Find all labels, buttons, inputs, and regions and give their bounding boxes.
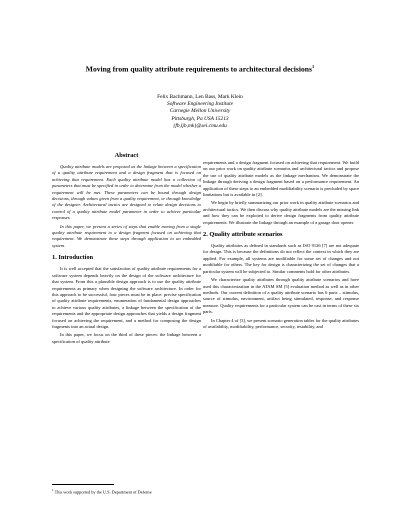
footnote-text: This work supported by the U.S. Department of Defense xyxy=(54,489,152,495)
abstract-paragraph: In this paper, we present a series of steps that enable moving from a single quality attribute requirement to a design fragment focused on achieving that requirement. We demonstrate these steps through application to an embedded system. xyxy=(52,223,201,248)
body-paragraph: We begin by briefly summarizing our prior work in quality attribute scenarios and architectural tactics. We then discuss why quality attribute models are the missing link and how they can be exploited to derive design fragments from quality attribute requirements. We illustrate the linkage through an example of a garage door opener. xyxy=(203,200,359,225)
left-column xyxy=(52,152,201,347)
section-heading-quality-attribute-scenarios: 2. Quality attribute scenarios xyxy=(203,231,283,239)
section-heading-introduction: 1. Introduction xyxy=(52,254,94,262)
body-paragraph: In Chapter 4 of [3], we present scenario generation tables for the quality attributes of availability, modifiability, performance, security, testability, and xyxy=(203,317,359,329)
author-block xyxy=(60,94,340,130)
author-location: Pittsburgh, Pa USA 15213 xyxy=(171,115,229,122)
abstract-paragraph: Quality attribute models are proposed as the linkage between a specification of a quality attribute requirement and a design fragment that is focused on achieving that requirement. Each quality attribute model has a collection of parameters that must be specified in order to determine from the model whether a requirement will be met. These parameters can be bound through design decisions, through values given from a quality requirement, or through knowledge of the designer. Architectural tactics are designed to relate design decisions to control of a quality attribute model parameter in order to achieve particular responses. xyxy=(52,164,201,221)
abstract-heading: Abstract xyxy=(114,152,139,159)
footnote xyxy=(52,487,202,495)
right-column xyxy=(203,160,359,332)
author-emails: {fb,ljb,mk}@sei.cmu.edu xyxy=(173,122,227,129)
footnote-rule xyxy=(52,484,114,485)
paper-title xyxy=(30,62,370,75)
paper-title-text: Moving from quality attribute requirements to architectural decisions xyxy=(85,64,312,74)
abstract-section xyxy=(52,152,201,249)
footnote-marker: 1 xyxy=(52,488,54,492)
author-institute: Software Engineering Institute xyxy=(167,101,233,108)
body-paragraph: In this paper, we focus on the third of these pieces: the linkage between a specification of quality attribute xyxy=(52,332,201,344)
title-footnote-marker: 1 xyxy=(311,64,315,69)
author-university: Carnegie Mellon University xyxy=(169,108,231,115)
body-paragraph: We characterize quality attributes through quality attribute scenarios and have used this characterization in the ATAM SM [5] evaluation method as well as in other methods. Our current definition of a quality attribute scenario has 6 parts – stimulus, source of stimulus, environment, artifact being stimulated, response, and response measure. Quality requirements for a particular system can be cast in terms of these six parts. xyxy=(203,277,359,315)
body-paragraph: Quality attributes as defined in standards such as ISO 9126 [7] are not adequate for design. This is because the definitions do not reflect the context in which they are applied. For example, all systems are modifiable for some set of changes and not modifiable for others. The key for design is characterizing the set of changes that a particular system will be subjected to. Similar comments hold for other attributes. xyxy=(203,243,359,274)
body-paragraph: It is well accepted that the satisfaction of quality attribute requirements for a software system depends heavily on the design of the software architecture for that system. From this a plausible design approach is to use the quality attribute requirements as primary when designing the software architecture. In order for this approach to be successful, four pieces must be in place: precise specification of quality attribute requirements, enumeration of fundamental design approaches to achieve various quality attributes, a linkage between the specification of the requirements and the appropriate design approaches that yields a design fragment focused on achieving the requirement, and a method for composing the design fragments into an actual design. xyxy=(52,266,201,329)
author-names: Felix Bachmann, Len Bass, Mark Klein xyxy=(157,94,243,100)
body-paragraph: requirements and a design fragment focused on achieving that requirement. We build on our prior work on quality attribute scenarios and architectural tactics and propose the use of quality attribute models as the linkage mechanism. We demonstrate the linkage through deriving a design fragment based on a performance requirement. An application of these steps to an embedded modifiability scenario is precluded by space limitations but is available in [2]. xyxy=(203,160,359,198)
